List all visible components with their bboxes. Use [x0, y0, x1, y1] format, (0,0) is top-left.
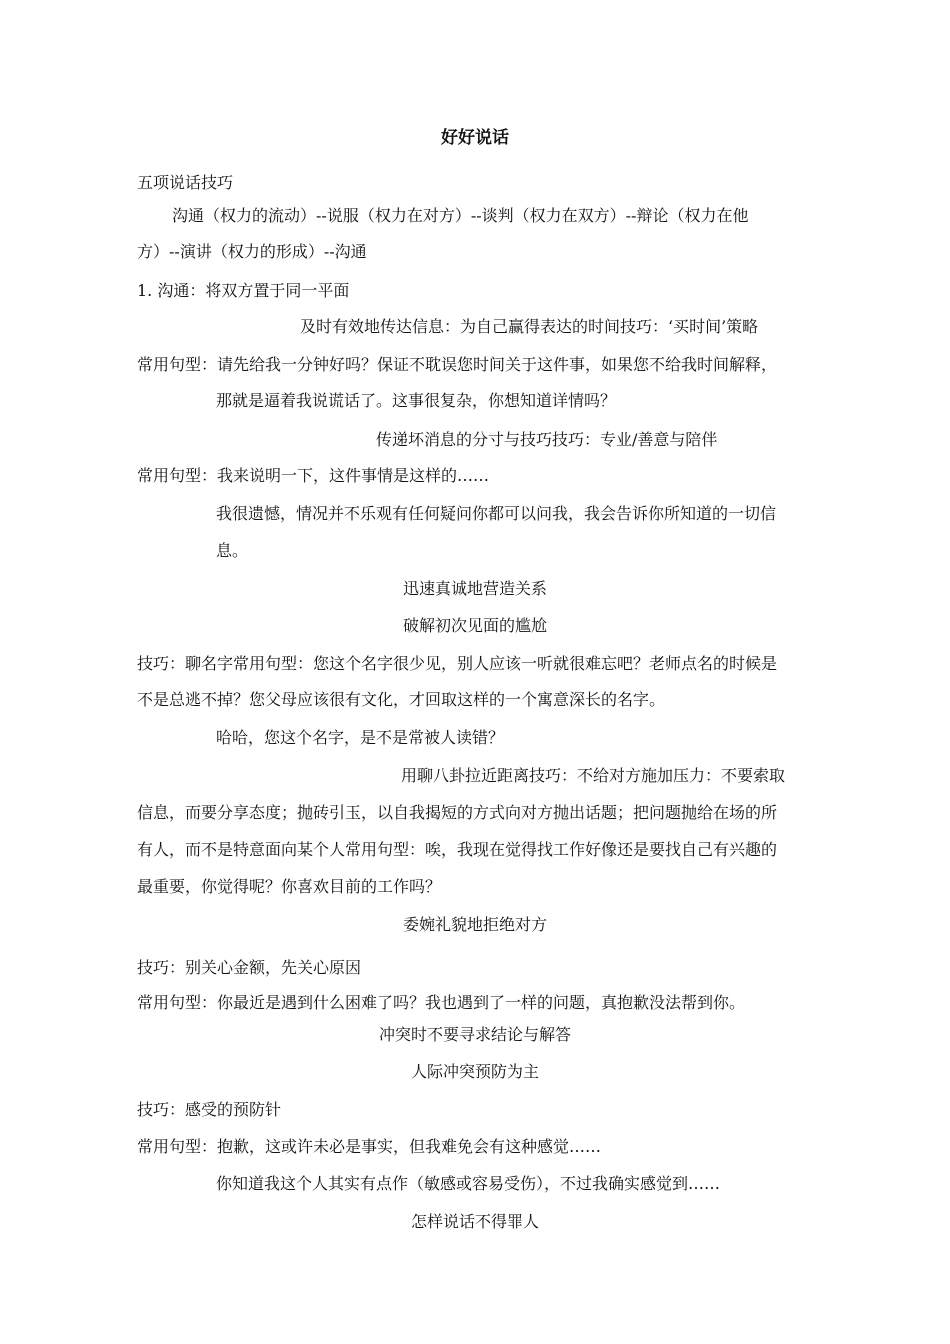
subheading: 传递坏消息的分寸与技巧技巧：专业/善意与陪伴	[376, 430, 718, 449]
paragraph-line: 常用句型：抱歉，这或许未必是事实，但我难免会有这种感觉……	[137, 1137, 602, 1156]
subheading: 破解初次见面的尴尬	[402, 616, 547, 635]
paragraph-line: 那就是逼着我说谎话了。这事很复杂，你想知道详情吗？	[216, 391, 617, 410]
subheading: 人际冲突预防为主	[410, 1062, 539, 1081]
paragraph-line: 技巧：别关心金额，先关心原因	[137, 958, 362, 977]
paragraph-line: 沟通（权力的流动）--说服（权力在对方）--谈判（权力在双方）--辩论（权力在他	[172, 206, 749, 225]
numbered-heading: 1. 沟通：将双方置于同一平面	[137, 281, 350, 300]
subheading: 委婉礼貌地拒绝对方	[402, 915, 547, 934]
paragraph-line: 常用句型：我来说明一下，这件事情是这样的……	[137, 466, 490, 485]
paragraph-line: 不是总逃不掉？您父母应该很有文化，才回取这样的一个寓意深长的名字。	[137, 690, 666, 709]
paragraph-line: 哈哈，您这个名字，是不是常被人读错？	[216, 728, 505, 747]
subheading: 用聊八卦拉近距离技巧：不给对方施加压力：不要索取	[401, 766, 786, 785]
paragraph-line: 息。	[216, 541, 249, 560]
paragraph-line: 你知道我这个人其实有点作（敏感或容易受伤），不过我确实感觉到……	[216, 1174, 721, 1193]
document-title: 好好说话	[441, 128, 509, 148]
paragraph-line: 常用句型：请先给我一分钟好吗？保证不耽误您时间关于这件事，如果您不给我时间解释，	[137, 355, 778, 374]
paragraph-line: 信息，而要分享态度；抛砖引玉，以自我揭短的方式向对方抛出话题；把问题抛给在场的所	[137, 803, 778, 822]
paragraph-line: 我很遗憾，情况并不乐观有任何疑问你都可以问我，我会告诉你所知道的一切信	[216, 504, 777, 523]
subheading: 怎样说话不得罪人	[410, 1212, 539, 1231]
section-heading: 五项说话技巧	[137, 173, 234, 192]
paragraph-line: 有人，而不是特意面向某个人常用句型：唉，我现在觉得找工作好像还是要找自己有兴趣的	[137, 840, 778, 859]
paragraph-line: 技巧：聊名字常用句型：您这个名字很少见，别人应该一听就很难忘吧？老师点名的时候是	[137, 654, 778, 673]
subheading: 及时有效地传达信息：为自己赢得表达的时间技巧：‘买时间’策略	[300, 317, 759, 336]
paragraph-line: 常用句型：你最近是遇到什么困难了吗？我也遇到了一样的问题，真抱歉没法帮到你。	[137, 993, 746, 1012]
paragraph-line: 最重要，你觉得呢？你喜欢目前的工作吗？	[137, 877, 442, 896]
subheading: 冲突时不要寻求结论与解答	[378, 1025, 571, 1044]
paragraph-line: 方）--演讲（权力的形成）--沟通	[137, 242, 367, 261]
paragraph-line: 技巧：感受的预防针	[137, 1100, 282, 1119]
subheading: 迅速真诚地营造关系	[402, 579, 547, 598]
